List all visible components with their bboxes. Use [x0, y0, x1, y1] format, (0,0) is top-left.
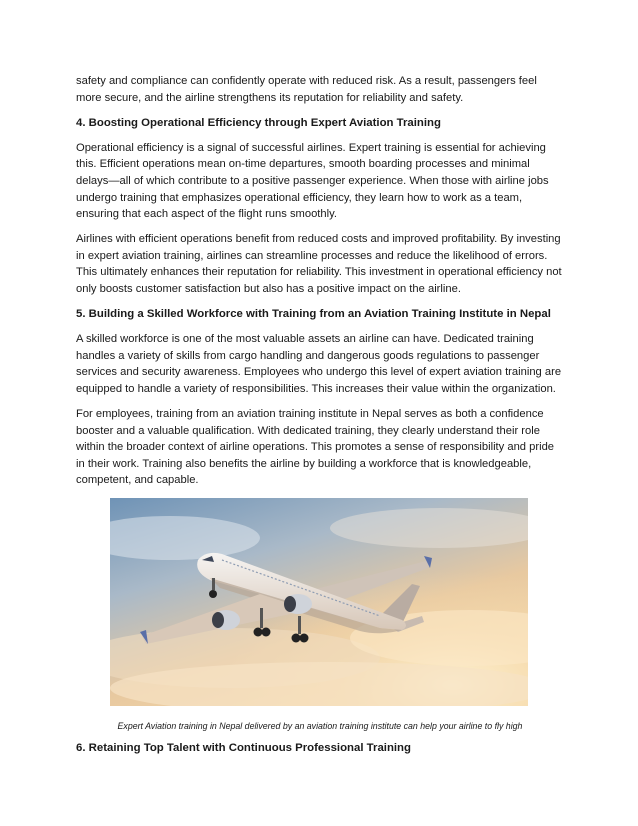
- section-5-heading: 5. Building a Skilled Workforce with Training from an Aviation Training Institute in Nepal: [76, 308, 551, 321]
- section-4-heading: 4. Boosting Operational Efficiency through Expert Aviation Training: [76, 116, 441, 129]
- section-4-paragraph-2: Airlines with efficient operations benefit from reduced costs and improved profitability. By investing in expert aviation training, airlines can streamline processes and reduce the likelihood of errors. This ultimately enhances their reputation for reliability. This investment in operational efficiency not only boosts customer satisfaction but also has a positive impact on the airline.: [76, 233, 562, 296]
- document-page: [76, 73, 564, 765]
- figure-caption: Expert Aviation training in Nepal delivered by an aviation training institute can help your airline to fly high: [117, 720, 523, 731]
- section-5-paragraph-2: For employees, training from an aviation training institute in Nepal serves as both a confidence booster and a valuable qualification. With dedicated training, they clearly understand their role within the broader context of airline operations. This promotes a sense of responsibility and pride in their work. Training also benefits the airline by building a workforce that is knowledgeable, competent, and capable.: [76, 408, 555, 487]
- section-4-paragraph-1: Operational efficiency is a signal of successful airlines. Expert training is essential for achieving this. Efficient operations mean on-time departures, smooth boarding processes and minimal delays—all of which contribute to a positive passenger experience. When those with airline jobs undergo training that emphasizes operational efficiency, they learn how to work as a team, ensuring that each aspect of the flight runs smoothly.: [76, 141, 549, 221]
- section-6-heading: 6. Retaining Top Talent with Continuous Professional Training: [76, 741, 411, 754]
- intro-paragraph: safety and compliance can confidently operate with reduced risk. As a result, passengers feel more secure, and the airline strengthens its reputation for reliability and safety.: [76, 75, 537, 104]
- airplane-photo: [110, 498, 528, 706]
- section-5-paragraph-1: A skilled workforce is one of the most valuable assets an airline can have. Dedicated training handles a variety of skills from cargo handling and dangerous goods regulations to passenger services and security awareness. Employees who undergo this level of expert aviation training are equipped to handle a variety of responsibilities. This increases their value within the organization.: [76, 333, 562, 395]
